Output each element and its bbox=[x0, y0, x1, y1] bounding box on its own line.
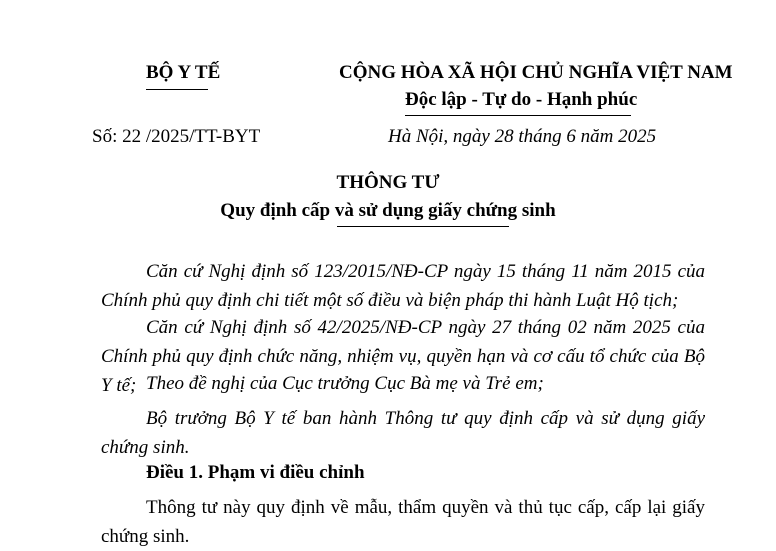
document-subject: Quy định cấp và sử dụng giấy chứng sinh bbox=[220, 200, 556, 221]
motto-underline bbox=[405, 115, 631, 116]
issuing-authority: BỘ Y TẾ bbox=[146, 62, 221, 83]
article-1-body: Thông tư này quy định về mẫu, thẩm quyền và thủ tục cấp, cấp lại giấy chứng sinh. bbox=[101, 497, 705, 547]
preamble-basis-2: Căn cứ Nghị định số 42/2025/NĐ-CP ngày 27 tháng 02 năm 2025 của Chính phủ quy định chức năng, nhiệm vụ, quyền hạn và cơ cấu tổ chức của Bộ Y tế; bbox=[101, 317, 705, 396]
preamble-basis-1: Căn cứ Nghị định số 123/2015/NĐ-CP ngày 15 tháng 11 năm 2015 của Chính phủ quy định chi tiết một số điều và biện pháp thi hành Luật Hộ tịch; bbox=[101, 261, 705, 311]
preamble-enactment: Bộ trưởng Bộ Y tế ban hành Thông tư quy định cấp và sử dụng giấy chứng sinh. bbox=[101, 408, 705, 458]
document-number: Số: 22 /2025/TT-BYT bbox=[92, 126, 261, 147]
national-motto: Độc lập - Tự do - Hạnh phúc bbox=[405, 89, 638, 110]
national-title: CỘNG HÒA XÃ HỘI CHỦ NGHĨA VIỆT NAM bbox=[339, 62, 733, 83]
subject-underline bbox=[337, 226, 509, 227]
article-1-title: Điều 1. Phạm vi điều chỉnh bbox=[146, 462, 365, 483]
place-and-date: Hà Nội, ngày 28 tháng 6 năm 2025 bbox=[388, 126, 657, 147]
authority-underline bbox=[146, 89, 208, 90]
document-type: THÔNG TƯ bbox=[336, 172, 440, 193]
preamble-proposal: Theo đề nghị của Cục trưởng Cục Bà mẹ và Trẻ em; bbox=[146, 373, 544, 394]
